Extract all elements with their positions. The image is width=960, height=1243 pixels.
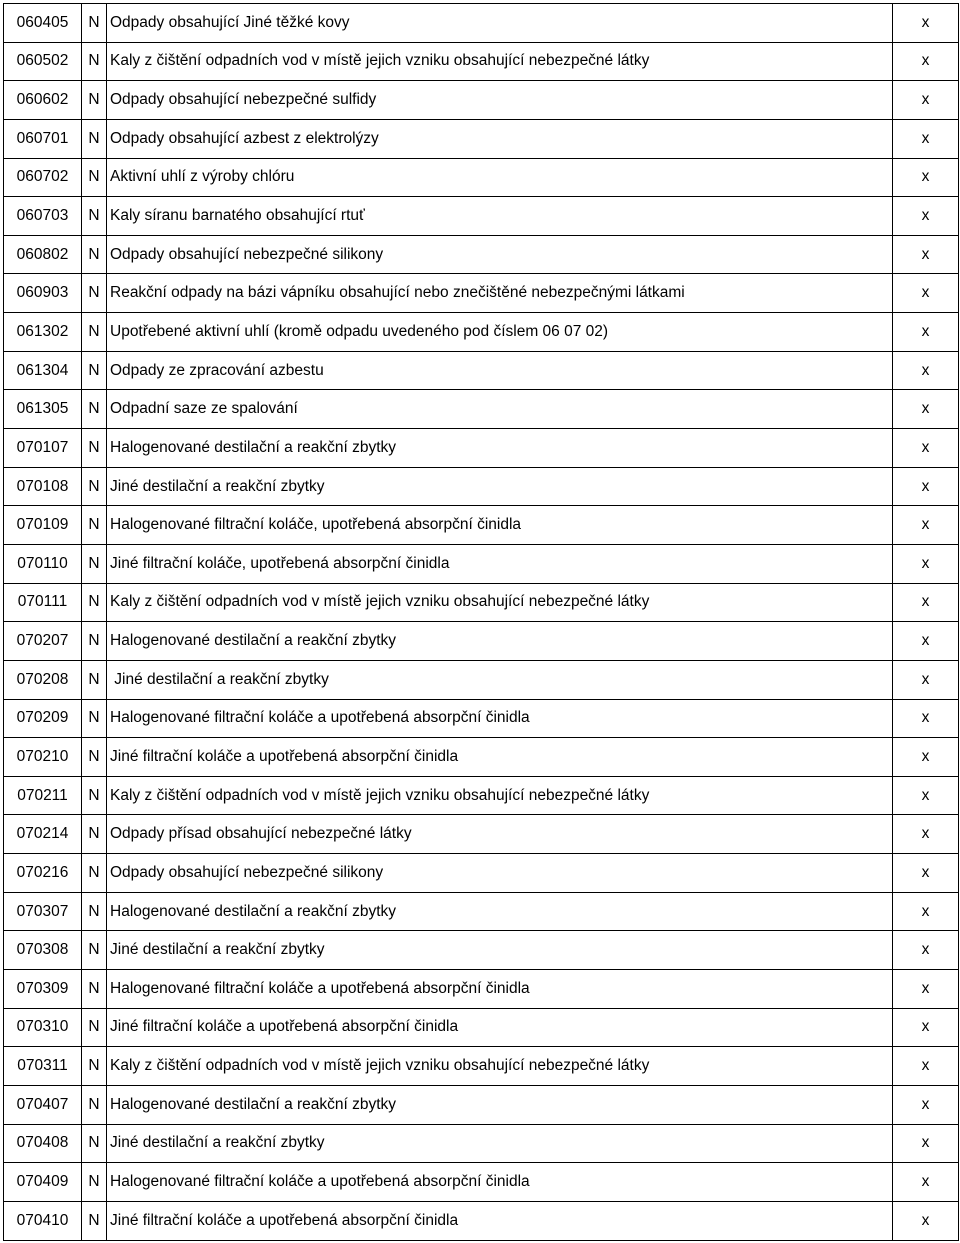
mark-cell: x bbox=[893, 467, 959, 506]
category-cell: N bbox=[82, 622, 107, 661]
waste-code-cell: 060703 bbox=[4, 197, 82, 236]
table-row bbox=[4, 313, 959, 352]
waste-code-cell: 070207 bbox=[4, 622, 82, 661]
category-cell: N bbox=[82, 931, 107, 970]
waste-code-cell: 060702 bbox=[4, 158, 82, 197]
category-cell: N bbox=[82, 1047, 107, 1086]
category-cell: N bbox=[82, 313, 107, 352]
waste-code-cell: 070407 bbox=[4, 1085, 82, 1124]
table-row bbox=[4, 467, 959, 506]
waste-code-cell: 070216 bbox=[4, 854, 82, 893]
mark-cell: x bbox=[893, 970, 959, 1009]
mark-cell: x bbox=[893, 235, 959, 274]
description-cell: Kaly z čištění odpadních vod v místě jejich vzniku obsahující nebezpečné látky bbox=[107, 776, 893, 815]
waste-code-cell: 061305 bbox=[4, 390, 82, 429]
table-row bbox=[4, 583, 959, 622]
waste-code-cell: 070214 bbox=[4, 815, 82, 854]
mark-cell: x bbox=[893, 1163, 959, 1202]
mark-cell: x bbox=[893, 506, 959, 545]
category-cell: N bbox=[82, 429, 107, 468]
table-row bbox=[4, 699, 959, 738]
waste-code-cell: 070208 bbox=[4, 660, 82, 699]
waste-code-cell: 070311 bbox=[4, 1047, 82, 1086]
mark-cell: x bbox=[893, 197, 959, 236]
table-row bbox=[4, 1163, 959, 1202]
description-cell: Jiné destilační a reakční zbytky bbox=[107, 1124, 893, 1163]
description-cell: Halogenované filtrační koláče a upotřebená absorpční činidla bbox=[107, 1163, 893, 1202]
description-cell: Halogenované filtrační koláče a upotřebená absorpční činidla bbox=[107, 699, 893, 738]
mark-cell: x bbox=[893, 274, 959, 313]
description-cell: Jiné filtrační koláče a upotřebená absorpční činidla bbox=[107, 738, 893, 777]
category-cell: N bbox=[82, 197, 107, 236]
description-cell: Aktivní uhlí z výroby chlóru bbox=[107, 158, 893, 197]
description-cell: Jiné destilační a reakční zbytky bbox=[107, 467, 893, 506]
table-row bbox=[4, 42, 959, 81]
table-row bbox=[4, 1124, 959, 1163]
waste-table-body bbox=[4, 4, 959, 1241]
description-cell: Jiné filtrační koláče a upotřebená absorpční činidla bbox=[107, 1201, 893, 1240]
category-cell: N bbox=[82, 1008, 107, 1047]
waste-code-cell: 070110 bbox=[4, 544, 82, 583]
mark-cell: x bbox=[893, 351, 959, 390]
waste-code-cell: 070409 bbox=[4, 1163, 82, 1202]
description-cell: Kaly síranu barnatého obsahující rtuť bbox=[107, 197, 893, 236]
category-cell: N bbox=[82, 351, 107, 390]
category-cell: N bbox=[82, 119, 107, 158]
description-cell: Upotřebené aktivní uhlí (kromě odpadu uvedeného pod číslem 06 07 02) bbox=[107, 313, 893, 352]
mark-cell: x bbox=[893, 622, 959, 661]
category-cell: N bbox=[82, 81, 107, 120]
description-cell: Odpady přísad obsahující nebezpečné látky bbox=[107, 815, 893, 854]
table-row bbox=[4, 1008, 959, 1047]
waste-catalogue-table bbox=[3, 3, 959, 1241]
category-cell: N bbox=[82, 4, 107, 43]
table-row bbox=[4, 351, 959, 390]
mark-cell: x bbox=[893, 1008, 959, 1047]
description-cell: Kaly z čištění odpadních vod v místě jejich vzniku obsahující nebezpečné látky bbox=[107, 1047, 893, 1086]
category-cell: N bbox=[82, 1085, 107, 1124]
table-row bbox=[4, 81, 959, 120]
description-cell: Odpady obsahující nebezpečné silikony bbox=[107, 854, 893, 893]
category-cell: N bbox=[82, 892, 107, 931]
mark-cell: x bbox=[893, 776, 959, 815]
mark-cell: x bbox=[893, 81, 959, 120]
mark-cell: x bbox=[893, 738, 959, 777]
category-cell: N bbox=[82, 274, 107, 313]
mark-cell: x bbox=[893, 892, 959, 931]
waste-code-cell: 070211 bbox=[4, 776, 82, 815]
category-cell: N bbox=[82, 854, 107, 893]
description-cell: Halogenované destilační a reakční zbytky bbox=[107, 1085, 893, 1124]
table-row bbox=[4, 892, 959, 931]
category-cell: N bbox=[82, 467, 107, 506]
description-cell: Kaly z čištění odpadních vod v místě jejich vzniku obsahující nebezpečné látky bbox=[107, 42, 893, 81]
description-cell: Odpady obsahující Jiné těžké kovy bbox=[107, 4, 893, 43]
mark-cell: x bbox=[893, 1201, 959, 1240]
table-row bbox=[4, 4, 959, 43]
waste-code-cell: 060802 bbox=[4, 235, 82, 274]
mark-cell: x bbox=[893, 660, 959, 699]
waste-code-cell: 060502 bbox=[4, 42, 82, 81]
mark-cell: x bbox=[893, 42, 959, 81]
table-row bbox=[4, 1201, 959, 1240]
category-cell: N bbox=[82, 970, 107, 1009]
description-cell: Odpady obsahující nebezpečné silikony bbox=[107, 235, 893, 274]
category-cell: N bbox=[82, 660, 107, 699]
category-cell: N bbox=[82, 390, 107, 429]
description-cell: Halogenované destilační a reakční zbytky bbox=[107, 622, 893, 661]
waste-code-cell: 070408 bbox=[4, 1124, 82, 1163]
table-row bbox=[4, 197, 959, 236]
mark-cell: x bbox=[893, 583, 959, 622]
table-row bbox=[4, 544, 959, 583]
category-cell: N bbox=[82, 776, 107, 815]
category-cell: N bbox=[82, 699, 107, 738]
description-cell: Halogenované filtrační koláče, upotřebená absorpční činidla bbox=[107, 506, 893, 545]
description-cell: Jiné destilační a reakční zbytky bbox=[107, 660, 893, 699]
table-row bbox=[4, 622, 959, 661]
mark-cell: x bbox=[893, 1047, 959, 1086]
waste-code-cell: 061304 bbox=[4, 351, 82, 390]
mark-cell: x bbox=[893, 699, 959, 738]
waste-code-cell: 060701 bbox=[4, 119, 82, 158]
table-row bbox=[4, 506, 959, 545]
category-cell: N bbox=[82, 815, 107, 854]
mark-cell: x bbox=[893, 931, 959, 970]
category-cell: N bbox=[82, 158, 107, 197]
mark-cell: x bbox=[893, 1124, 959, 1163]
table-row bbox=[4, 738, 959, 777]
description-cell: Odpady obsahující azbest z elektrolýzy bbox=[107, 119, 893, 158]
table-row bbox=[4, 931, 959, 970]
table-row bbox=[4, 235, 959, 274]
table-row bbox=[4, 970, 959, 1009]
description-cell: Halogenované destilační a reakční zbytky bbox=[107, 429, 893, 468]
waste-code-cell: 070209 bbox=[4, 699, 82, 738]
table-row bbox=[4, 1047, 959, 1086]
description-cell: Kaly z čištění odpadních vod v místě jejich vzniku obsahující nebezpečné látky bbox=[107, 583, 893, 622]
mark-cell: x bbox=[893, 429, 959, 468]
waste-code-cell: 070307 bbox=[4, 892, 82, 931]
waste-code-cell: 060405 bbox=[4, 4, 82, 43]
mark-cell: x bbox=[893, 313, 959, 352]
table-row bbox=[4, 119, 959, 158]
category-cell: N bbox=[82, 544, 107, 583]
table-row bbox=[4, 274, 959, 313]
waste-code-cell: 070109 bbox=[4, 506, 82, 545]
table-row bbox=[4, 815, 959, 854]
waste-code-cell: 070107 bbox=[4, 429, 82, 468]
mark-cell: x bbox=[893, 544, 959, 583]
category-cell: N bbox=[82, 1163, 107, 1202]
mark-cell: x bbox=[893, 158, 959, 197]
waste-code-cell: 060903 bbox=[4, 274, 82, 313]
mark-cell: x bbox=[893, 390, 959, 429]
mark-cell: x bbox=[893, 4, 959, 43]
waste-code-cell: 070310 bbox=[4, 1008, 82, 1047]
waste-code-cell: 070108 bbox=[4, 467, 82, 506]
description-cell: Jiné destilační a reakční zbytky bbox=[107, 931, 893, 970]
category-cell: N bbox=[82, 738, 107, 777]
table-row bbox=[4, 660, 959, 699]
waste-code-cell: 070210 bbox=[4, 738, 82, 777]
category-cell: N bbox=[82, 583, 107, 622]
description-cell: Odpady ze zpracování azbestu bbox=[107, 351, 893, 390]
mark-cell: x bbox=[893, 1085, 959, 1124]
table-row bbox=[4, 390, 959, 429]
description-cell: Halogenované destilační a reakční zbytky bbox=[107, 892, 893, 931]
waste-code-cell: 061302 bbox=[4, 313, 82, 352]
category-cell: N bbox=[82, 42, 107, 81]
category-cell: N bbox=[82, 1201, 107, 1240]
waste-code-cell: 070410 bbox=[4, 1201, 82, 1240]
table-row bbox=[4, 158, 959, 197]
waste-code-cell: 070309 bbox=[4, 970, 82, 1009]
table-row bbox=[4, 429, 959, 468]
category-cell: N bbox=[82, 1124, 107, 1163]
description-cell: Odpady obsahující nebezpečné sulfidy bbox=[107, 81, 893, 120]
category-cell: N bbox=[82, 235, 107, 274]
category-cell: N bbox=[82, 506, 107, 545]
description-cell: Halogenované filtrační koláče a upotřebená absorpční činidla bbox=[107, 970, 893, 1009]
mark-cell: x bbox=[893, 119, 959, 158]
description-cell: Jiné filtrační koláče a upotřebená absorpční činidla bbox=[107, 1008, 893, 1047]
waste-code-cell: 060602 bbox=[4, 81, 82, 120]
waste-code-cell: 070111 bbox=[4, 583, 82, 622]
description-cell: Reakční odpady na bázi vápníku obsahující nebo znečištěné nebezpečnými látkami bbox=[107, 274, 893, 313]
description-cell: Odpadní saze ze spalování bbox=[107, 390, 893, 429]
description-cell: Jiné filtrační koláče, upotřebená absorpční činidla bbox=[107, 544, 893, 583]
table-row bbox=[4, 776, 959, 815]
waste-code-cell: 070308 bbox=[4, 931, 82, 970]
mark-cell: x bbox=[893, 854, 959, 893]
table-row bbox=[4, 1085, 959, 1124]
table-row bbox=[4, 854, 959, 893]
mark-cell: x bbox=[893, 815, 959, 854]
